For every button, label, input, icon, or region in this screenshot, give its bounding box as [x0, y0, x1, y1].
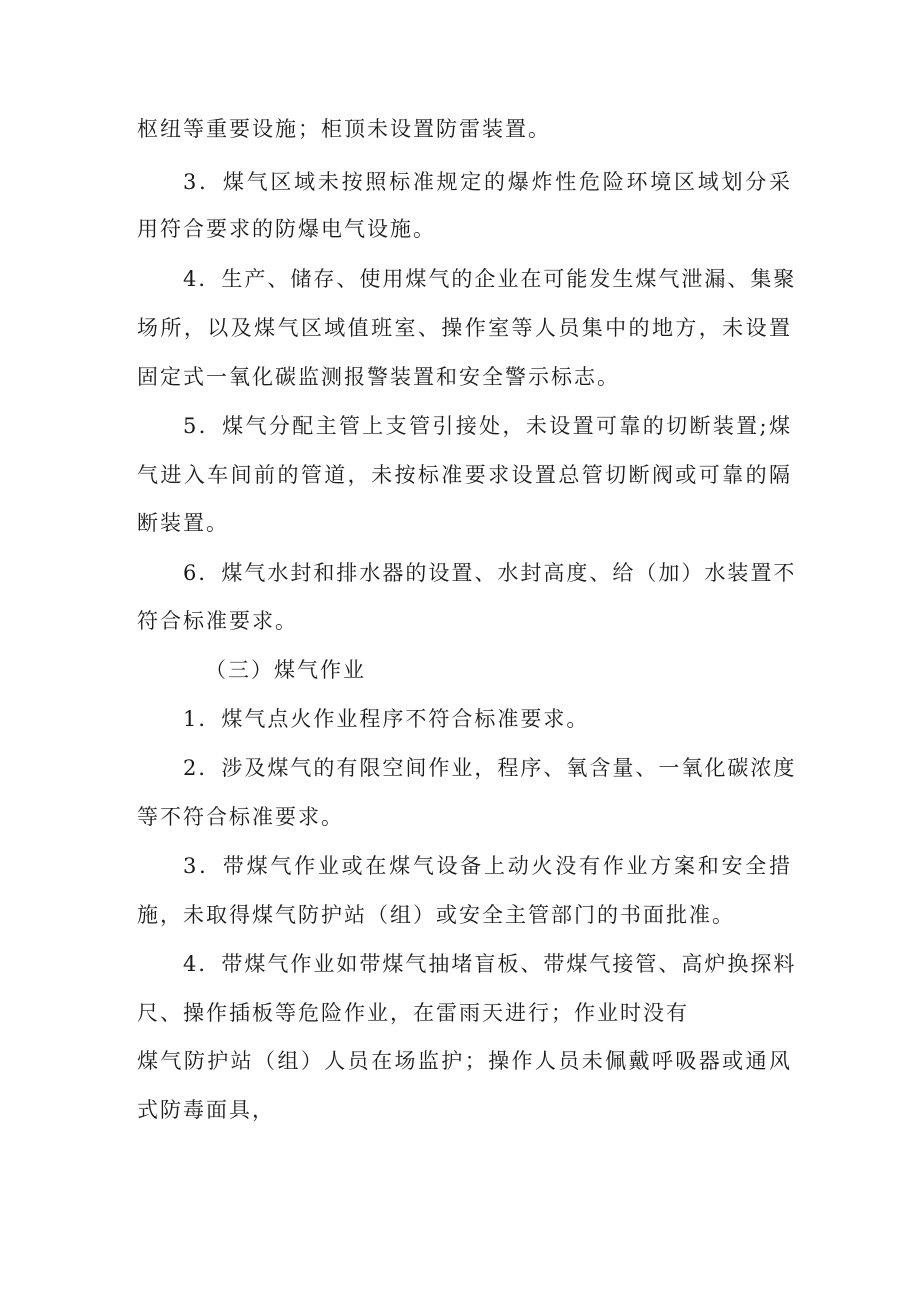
paragraph-line: 5．煤气分配主管上支管引接处，未设置可靠的切断装置;煤 — [183, 414, 792, 438]
paragraph-line: 固定式一氧化碳监测报警装置和安全警示标志。 — [137, 365, 620, 389]
paragraph-line: 等不符合标准要求。 — [137, 805, 344, 829]
paragraph-line: 4．生产、储存、使用煤气的企业在可能发生煤气泄漏、集聚 — [183, 267, 797, 291]
paragraph-line: 1．煤气点火作业程序不符合标准要求。 — [183, 707, 590, 731]
paragraph-line: 4．带煤气作业如带煤气抽堵盲板、带煤气接管、高炉换探料 — [183, 952, 797, 976]
paragraph-line: 枢纽等重要设施；柜顶未设置防雷装置。 — [137, 117, 551, 141]
paragraph-line: 符合标准要求。 — [137, 609, 298, 633]
paragraph-line: 断装置。 — [137, 511, 229, 535]
paragraph-line: 气进入车间前的管道，未按标准要求设置总管切断阀或可靠的隔 — [137, 463, 792, 487]
paragraph-line: 尺、操作插板等危险作业，在雷雨天进行；作业时没有 — [137, 1001, 689, 1025]
paragraph-line: 2．涉及煤气的有限空间作业，程序、氧含量、一氧化碳浓度 — [183, 756, 797, 780]
paragraph-line: 煤气防护站（组）人员在场监护；操作人员未佩戴呼吸器或通风 — [137, 1049, 792, 1073]
paragraph-line: 3．煤气区域未按照标准规定的爆炸性危险环境区域划分采 — [183, 170, 792, 194]
paragraph-line: 6．煤气水封和排水器的设置、水封高度、给（加）水装置不 — [183, 561, 797, 585]
paragraph-line: 3．带煤气作业或在煤气设备上动火没有作业方案和安全措 — [183, 854, 792, 878]
section-heading: （三）煤气作业 — [205, 658, 366, 682]
paragraph-line: 用符合要求的防爆电气设施。 — [137, 217, 436, 241]
paragraph-line: 施，未取得煤气防护站（组）或安全主管部门的书面批准。 — [137, 903, 735, 927]
paragraph-line: 场所，以及煤气区域值班室、操作室等人员集中的地方，未设置 — [137, 316, 792, 340]
paragraph-line: 式防毒面具， — [137, 1098, 275, 1122]
